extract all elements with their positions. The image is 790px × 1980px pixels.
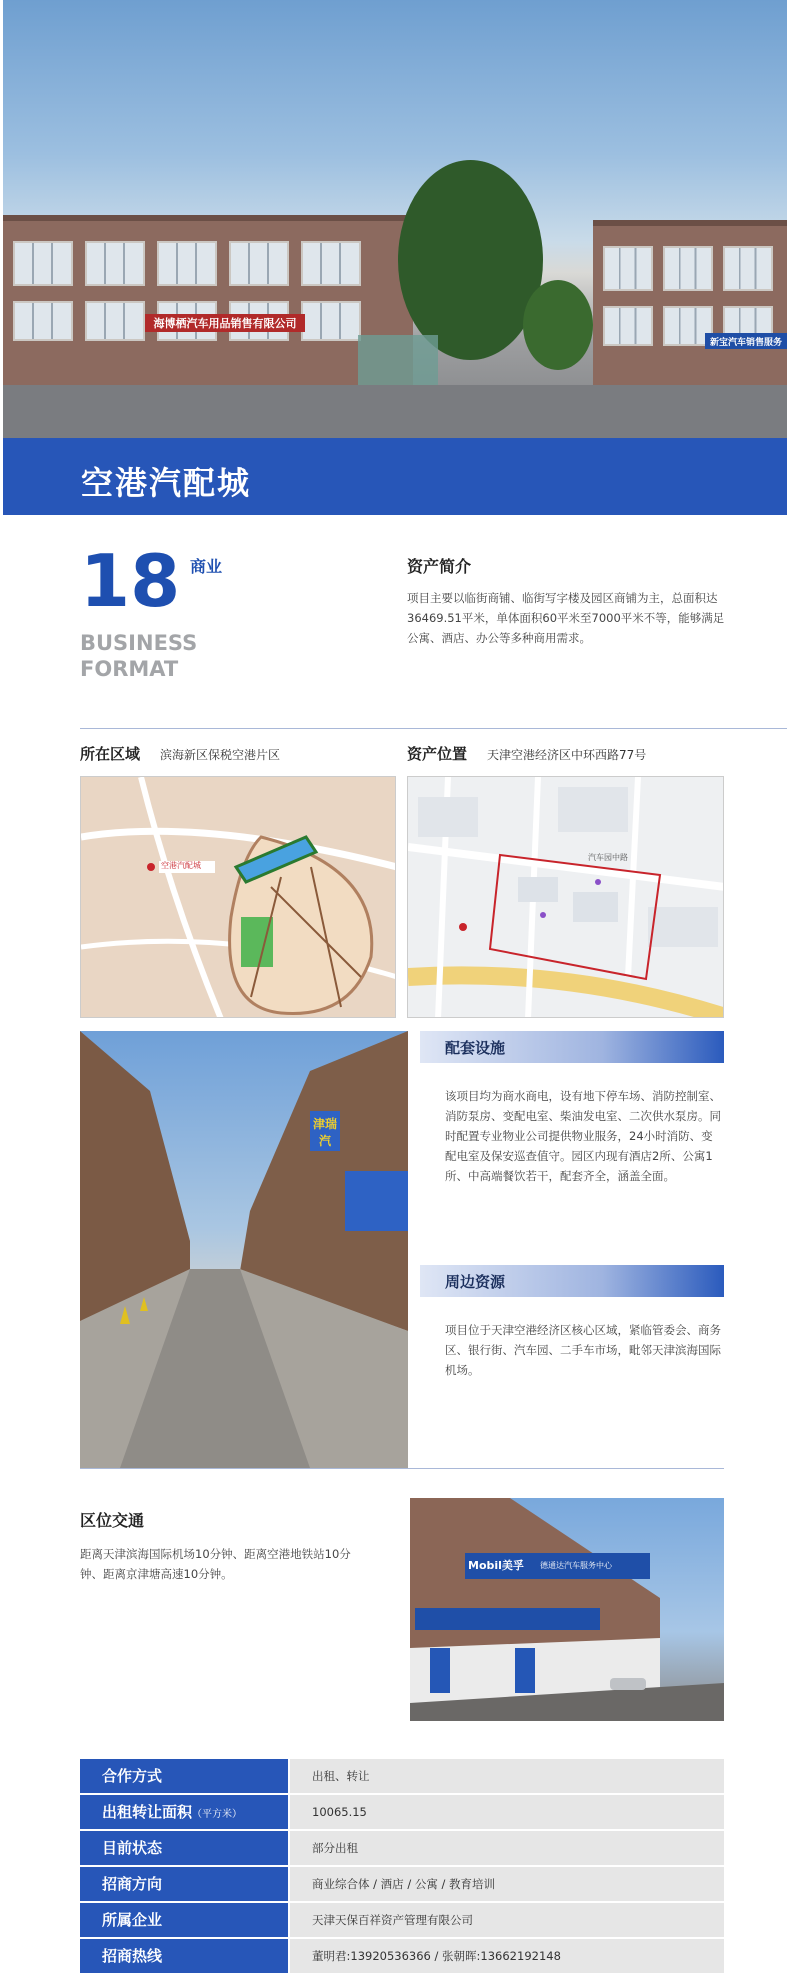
table-row <box>80 1795 724 1829</box>
hero-photo <box>3 0 787 440</box>
table-value: 天津天保百祥资产管理有限公司 <box>290 1903 724 1937</box>
building-left <box>3 215 413 385</box>
facilities-text: 该项目均为商水商电，设有地下停车场、消防控制室、消防泵房、变配电室、柴油发电室、二次供水泵房。同时配置专业物业公司提供物业服务，24小时消防、变配电室及保安巡查值守。园区内现有酒店2所、公寓1所、中高端餐饮若干，配套齐全，涵盖全面。 <box>445 1089 721 1183</box>
map-road-label: 汽车园中路 <box>588 853 628 862</box>
region-label: 所在区域 <box>80 745 141 763</box>
street-photo <box>80 1031 408 1468</box>
traffic-text: 距离天津滨海国际机场10分钟、距离空港地铁站10分钟、距离京津塘高速10分钟。 <box>80 1547 351 1581</box>
page-title: 空港汽配城 <box>81 464 252 502</box>
pavement <box>3 385 787 440</box>
mobil-sign: Mobil美孚 <box>468 1559 524 1572</box>
region-map-graphic <box>81 777 396 1018</box>
storefront-photo-graphic <box>410 1498 724 1721</box>
street-photo-graphic <box>80 1031 408 1468</box>
business-format-line1: BUSINESS <box>80 631 198 655</box>
table-value: 部分出租 <box>290 1831 724 1865</box>
business-format-line2: FORMAT <box>80 657 179 681</box>
store-name-sign: 德通达汽车服务中心 <box>540 1561 612 1570</box>
kiosk <box>358 335 438 385</box>
address-label: 资产位置 <box>407 745 468 763</box>
table-unit: （平方米） <box>192 1809 243 1820</box>
table-value: 出租、转让 <box>290 1759 724 1793</box>
table-row <box>80 1903 724 1937</box>
tree <box>398 160 543 360</box>
shop-sign: 新宝汽车销售服务 <box>705 333 787 349</box>
table-key: 招商方向 <box>80 1867 288 1901</box>
surroundings-text: 项目位于天津空港经济区核心区域，紧临管委会、商务区、银行街、汽车园、二手车市场，毗邻天津滨海国际机场。 <box>445 1323 721 1377</box>
table-key: 目前状态 <box>80 1831 288 1865</box>
tree <box>523 280 593 370</box>
table-row <box>80 1831 724 1865</box>
business-format-label <box>80 630 197 682</box>
table-value: 商业综合体 / 酒店 / 公寓 / 教育培训 <box>290 1867 724 1901</box>
address-map-graphic <box>408 777 724 1018</box>
divider <box>80 728 787 729</box>
map-marker-label: 空港汽配城 <box>161 861 201 870</box>
table-key-cell <box>80 1795 288 1829</box>
asset-intro-title: 资产简介 <box>407 557 472 576</box>
region-value: 滨海新区保税空港片区 <box>160 748 281 762</box>
building-right <box>593 220 787 385</box>
facilities-header <box>420 1031 724 1063</box>
asset-intro-text: 项目主要以临街商铺、临街写字楼及园区商铺为主，总面积达36469.51平米，单体面积60平米至7000平米不等，能够满足公寓、酒店、办公等多种商用需求。 <box>407 591 725 645</box>
divider <box>80 1468 724 1469</box>
facilities-title: 配套设施 <box>445 1039 506 1057</box>
table-key: 合作方式 <box>80 1759 288 1793</box>
format-number: 18 <box>80 539 181 623</box>
region-map <box>80 776 396 1018</box>
table-value: 董明君:13920536366 / 张朝晖:13662192148 <box>290 1939 724 1973</box>
surroundings-title: 周边资源 <box>445 1273 506 1291</box>
storefront-photo <box>410 1498 724 1721</box>
street-sign: 津瑞汽 <box>312 1117 337 1148</box>
format-category: 商业 <box>190 557 223 576</box>
table-row <box>80 1759 724 1793</box>
surroundings-header <box>420 1265 724 1297</box>
address-value: 天津空港经济区中环西路77号 <box>487 748 647 762</box>
table-key: 出租转让面积 <box>102 1803 193 1821</box>
table-key: 所属企业 <box>80 1903 288 1937</box>
table-value: 10065.15 <box>290 1795 724 1829</box>
table-row <box>80 1867 724 1901</box>
title-bar <box>3 438 787 515</box>
address-map <box>407 776 724 1018</box>
shop-sign: 海博栖汽车用品销售有限公司 <box>145 314 305 332</box>
traffic-title: 区位交通 <box>80 1511 145 1530</box>
table-key: 招商热线 <box>80 1939 288 1973</box>
table-row <box>80 1939 724 1973</box>
